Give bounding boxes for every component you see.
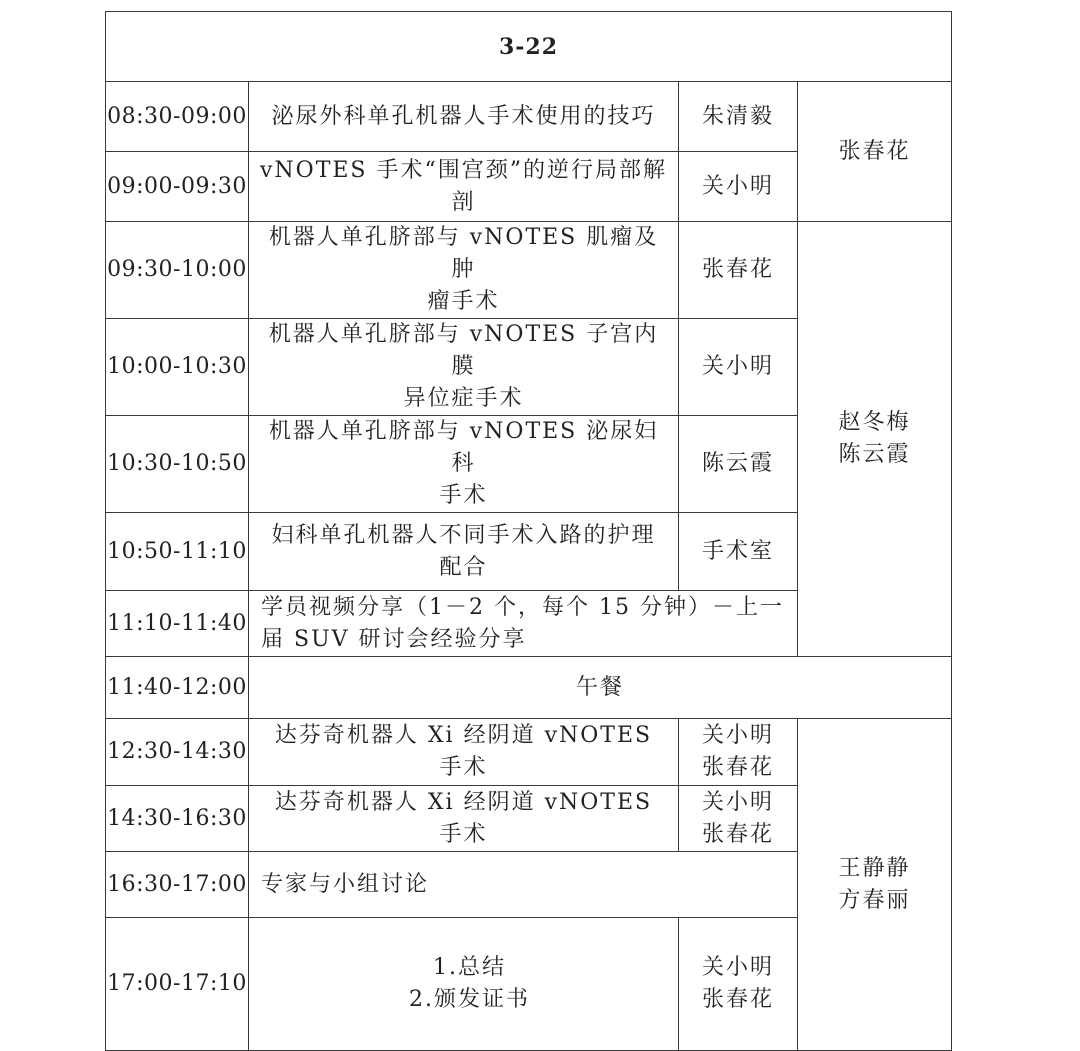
date-title: 3-22 — [106, 12, 952, 82]
speaker-name: 张春花 — [701, 257, 774, 282]
time-cell: 08:30-09:00 — [106, 82, 249, 152]
topic-line: 2.颁发证书 — [409, 987, 530, 1012]
topic-line: 机器人单孔脐部与 vNOTES 肌瘤及肿 — [268, 225, 659, 282]
topic-line: 1.总结 — [433, 955, 506, 980]
topic-line: 届 SUV 研讨会经验分享 — [261, 626, 527, 652]
chair-cell — [798, 82, 952, 222]
topic-line: 妇科单孔机器人不同手术入路的护理 — [271, 522, 656, 548]
speaker-cell — [679, 319, 798, 416]
table-row — [106, 222, 952, 319]
time-cell: 12:30-14:30 — [106, 719, 249, 786]
topic-line: 机器人单孔脐部与 vNOTES 子宫内膜 — [268, 322, 659, 379]
topic-line: 午餐 — [575, 674, 624, 700]
speaker-cell — [679, 222, 798, 319]
time-cell: 09:30-10:00 — [106, 222, 249, 319]
speaker-cell — [679, 416, 798, 513]
table-row — [106, 82, 952, 152]
time-cell: 11:10-11:40 — [106, 591, 249, 657]
chair-name: 赵冬梅 — [838, 410, 911, 435]
topic-cell — [249, 918, 679, 1051]
topic-line: 泌尿外科单孔机器人手术使用的技巧 — [271, 103, 656, 129]
speaker-name: 关小明 — [701, 789, 774, 815]
time-cell: 16:30-17:00 — [106, 852, 249, 918]
topic-line: 异位症手术 — [403, 386, 524, 411]
time-cell: 10:00-10:30 — [106, 319, 249, 416]
speaker-cell — [679, 918, 798, 1051]
speaker-name: 关小明 — [701, 173, 774, 199]
time-cell: 11:40-12:00 — [106, 657, 249, 719]
topic-cell — [249, 82, 679, 152]
chair-name: 方春丽 — [838, 887, 911, 913]
table-row — [106, 719, 952, 786]
topic-cell — [249, 852, 798, 918]
topic-line: vNOTES 手术“围宫颈”的逆行局部解 — [259, 157, 667, 183]
speaker-name: 关小明 — [701, 723, 774, 748]
topic-line: 瘤手术 — [427, 289, 500, 314]
topic-line: 剖 — [451, 189, 476, 215]
lunch-cell — [249, 657, 952, 719]
topic-cell — [249, 591, 798, 657]
topic-line: 专家与小组讨论 — [261, 871, 430, 897]
speaker-cell — [679, 513, 798, 591]
speaker-name: 关小明 — [701, 354, 774, 379]
chair-name: 陈云霞 — [838, 442, 911, 467]
table-row — [106, 657, 952, 719]
time-cell: 14:30-16:30 — [106, 786, 249, 852]
chair-cell — [798, 222, 952, 657]
chair-name: 王静静 — [838, 855, 911, 881]
speaker-name: 朱清毅 — [701, 103, 774, 129]
time-cell: 09:00-09:30 — [106, 152, 249, 222]
chair-name: 张春花 — [838, 138, 911, 164]
time-cell: 10:50-11:10 — [106, 513, 249, 591]
topic-line: 配合 — [439, 554, 488, 580]
date-header-row — [106, 12, 952, 82]
topic-cell — [249, 416, 679, 513]
speaker-cell — [679, 786, 798, 852]
topic-line: 学员视频分享（1－2 个，每个 15 分钟）－上一 — [261, 594, 784, 620]
topic-cell — [249, 319, 679, 416]
speaker-cell — [679, 719, 798, 786]
topic-cell — [249, 152, 679, 222]
speaker-name: 张春花 — [701, 987, 774, 1012]
speaker-cell — [679, 82, 798, 152]
topic-line: 机器人单孔脐部与 vNOTES 泌尿妇科 — [268, 419, 659, 476]
topic-line: 手术 — [439, 483, 488, 508]
chair-cell — [798, 719, 952, 1051]
topic-cell — [249, 719, 679, 786]
time-cell: 10:30-10:50 — [106, 416, 249, 513]
schedule-table — [105, 11, 952, 1051]
speaker-cell — [679, 152, 798, 222]
topic-line: 达芬奇机器人 Xi 经阴道 vNOTES 手术 — [274, 723, 653, 780]
speaker-name: 陈云霞 — [701, 451, 774, 476]
topic-line: 达芬奇机器人 Xi 经阴道 vNOTES 手术 — [274, 789, 653, 847]
speaker-name: 关小明 — [701, 955, 774, 980]
speaker-name: 张春花 — [701, 821, 774, 847]
speaker-name: 张春花 — [701, 755, 774, 780]
topic-cell — [249, 222, 679, 319]
topic-cell — [249, 786, 679, 852]
topic-cell — [249, 513, 679, 591]
speaker-name: 手术室 — [701, 538, 774, 564]
time-cell: 17:00-17:10 — [106, 918, 249, 1051]
